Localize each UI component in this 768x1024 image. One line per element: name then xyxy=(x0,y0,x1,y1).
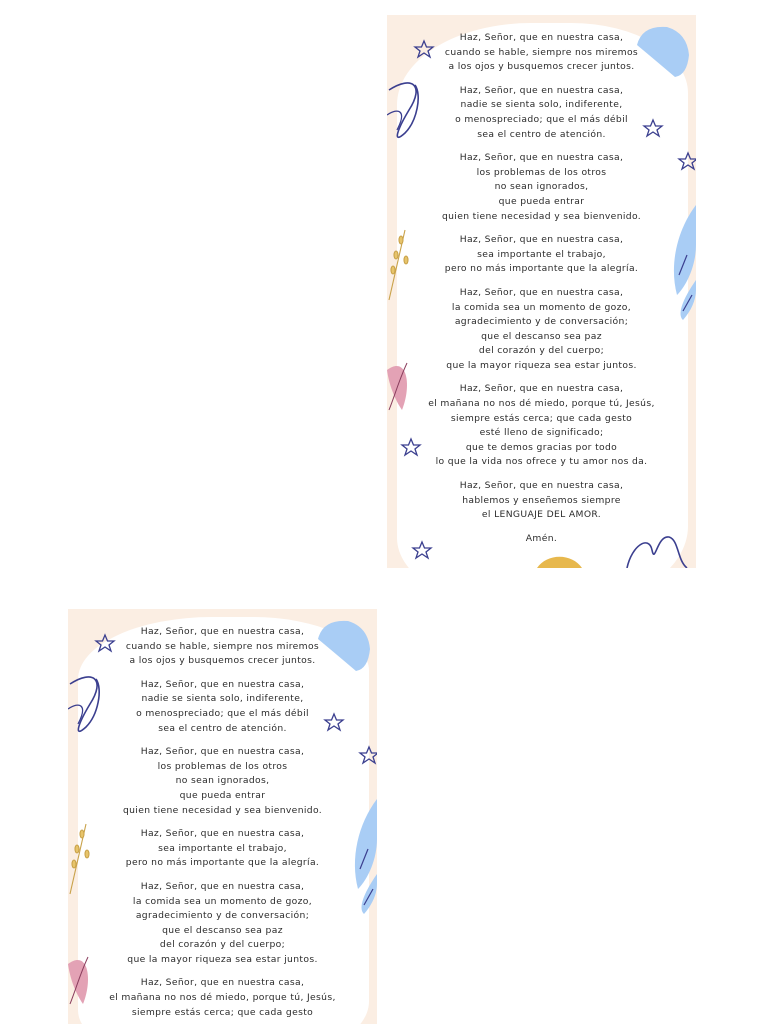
poem-line: la comida sea un momento de gozo, xyxy=(132,895,313,907)
stanza xyxy=(387,479,696,523)
poem-line: que pueda entrar xyxy=(498,195,585,207)
poem-line: Haz, Señor, que en nuestra casa, xyxy=(459,32,624,43)
stanza xyxy=(387,31,696,75)
poem-line: Haz, Señor, que en nuestra casa, xyxy=(140,880,305,892)
stanza xyxy=(68,880,377,968)
poem-line: agradecimiento y de conversación; xyxy=(454,316,629,328)
mustard-blob-icon xyxy=(537,557,582,568)
poem-line: Haz, Señor, que en nuestra casa, xyxy=(459,84,624,96)
poem-line: Haz, Señor, que en nuestra casa, xyxy=(459,383,624,395)
stanza xyxy=(387,84,696,142)
stanza xyxy=(387,382,696,470)
poem-line: quien tiene necesidad y sea bienvenido. xyxy=(122,804,323,816)
poem-line: pero no más importante que la alegría. xyxy=(125,857,320,869)
prayer-text xyxy=(387,31,696,546)
poem-line: siempre estás cerca; que cada gesto xyxy=(131,1006,314,1018)
poem-line: Haz, Señor, que en nuestra casa, xyxy=(459,234,624,246)
poem-line: sea importante el trabajo, xyxy=(477,248,606,260)
poem-line: cuando se hable, siempre nos miremos xyxy=(125,640,320,652)
poem-line: agradecimiento y de conversación; xyxy=(135,910,310,922)
poem-line: los problemas de los otros xyxy=(476,166,607,178)
stanza xyxy=(68,745,377,818)
poem-line: que te demos gracias por todo xyxy=(465,441,618,453)
poem-line: a los ojos y busquemos crecer juntos. xyxy=(448,61,635,73)
poem-line: que el descanso sea paz xyxy=(481,330,602,342)
poem-line: la comida sea un momento de gozo, xyxy=(451,301,632,313)
poem-line: Haz, Señor, que en nuestra casa, xyxy=(140,626,305,637)
poem-line: Haz, Señor, que en nuestra casa, xyxy=(459,152,624,164)
poem-line: hablemos y enseñemos siempre xyxy=(462,494,621,506)
poem-line: el mañana no nos dé miedo, porque tú, Jesús, xyxy=(109,992,336,1004)
poem-line: pero no más importante que la alegría. xyxy=(444,263,639,275)
poem-line: lo que la vida nos ofrece y tu amor nos da. xyxy=(435,456,648,468)
poem-line: sea el centro de atención. xyxy=(477,128,606,140)
stanza xyxy=(68,625,377,669)
stanza xyxy=(68,827,377,871)
prayer-card-full xyxy=(387,15,696,568)
poem-line: o menospreciado; que el más débil xyxy=(455,113,628,125)
poem-line: Haz, Señor, que en nuestra casa, xyxy=(140,828,305,840)
poem-line: del corazón y del cuerpo; xyxy=(159,939,286,951)
poem-line: esté lleno de significado; xyxy=(479,427,604,439)
poem-line: siempre estás cerca; que cada gesto xyxy=(450,412,633,424)
poem-line: o menospreciado; que el más débil xyxy=(136,707,309,719)
stanza xyxy=(387,233,696,277)
poem-line: Haz, Señor, que en nuestra casa, xyxy=(140,977,305,989)
poem-line: los problemas de los otros xyxy=(157,760,288,772)
poem-line: Haz, Señor, que en nuestra casa, xyxy=(459,480,624,492)
poem-line: Haz, Señor, que en nuestra casa, xyxy=(140,678,305,690)
poem-line: Haz, Señor, que en nuestra casa, xyxy=(140,746,305,758)
poem-line: sea el centro de atención. xyxy=(158,722,287,734)
poem-line: nadie se sienta solo, indiferente, xyxy=(141,693,304,705)
poem-line: que pueda entrar xyxy=(179,789,266,801)
poem-line: el LENGUAJE DEL AMOR. xyxy=(481,509,602,521)
poem-line: que la mayor riqueza sea estar juntos. xyxy=(446,359,637,371)
poem-line: el mañana no nos dé miedo, porque tú, Jesús, xyxy=(428,398,655,410)
prayer-card-partial xyxy=(68,609,377,1024)
poem-line: cuando se hable, siempre nos miremos xyxy=(444,46,639,58)
poem-line: a los ojos y busquemos crecer juntos. xyxy=(129,655,316,667)
poem-line: del corazón y del cuerpo; xyxy=(478,345,605,357)
poem-line: no sean ignorados, xyxy=(494,181,589,193)
prayer-text xyxy=(68,625,377,1024)
stanza xyxy=(387,286,696,374)
poem-line: quien tiene necesidad y sea bienvenido. xyxy=(441,210,642,222)
poem-line: sea importante el trabajo, xyxy=(158,842,287,854)
closing-amen: Amén. xyxy=(525,532,558,544)
poem-line: no sean ignorados, xyxy=(175,775,270,787)
stanza xyxy=(68,976,377,1020)
poem-line: nadie se sienta solo, indiferente, xyxy=(460,99,623,111)
stanza xyxy=(68,678,377,736)
poem-line: que la mayor riqueza sea estar juntos. xyxy=(127,953,318,965)
stanza xyxy=(387,151,696,224)
poem-line: que el descanso sea paz xyxy=(162,924,283,936)
poem-line: Haz, Señor, que en nuestra casa, xyxy=(459,286,624,298)
